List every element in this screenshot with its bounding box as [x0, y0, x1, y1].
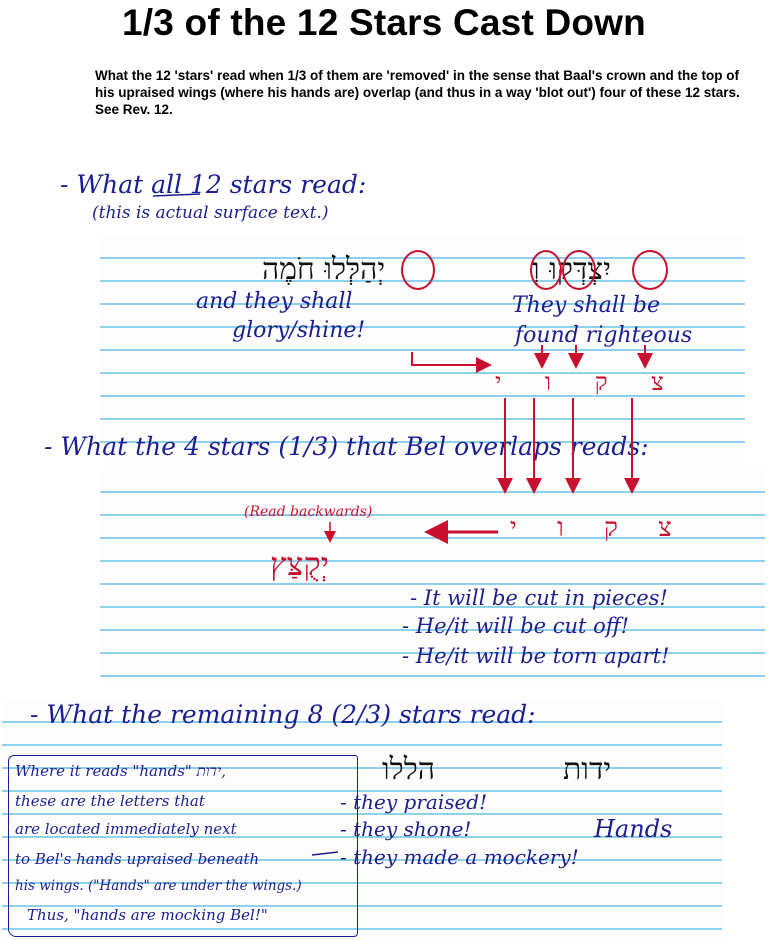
section3-heading: - What the remaining 8 (2/3) stars read: — [30, 700, 536, 729]
underline-all — [153, 194, 200, 196]
section2-read-backwards: (Read backwards) — [244, 504, 373, 520]
arrow-left-to-row — [412, 352, 488, 365]
section1-heading: - What all 12 stars read: — [60, 170, 367, 199]
section3-hebrew-left: הללו — [382, 752, 435, 787]
section3-hebrew-right: ידות — [563, 752, 612, 787]
section2-heading: - What the 4 stars (1/3) that Bel overlaps reads: — [44, 432, 649, 461]
section2-result-word: יְקֻצַּץ — [270, 545, 329, 583]
section2-meaning-2: - He/it will be cut off! — [402, 614, 630, 638]
section3-meaning-1: - they praised! — [340, 790, 488, 814]
section3-meaning-2: - they shone! — [340, 817, 472, 841]
box-note-line-1: Where it reads "hands" ידות, — [15, 762, 227, 780]
box-note-line-2: these are the letters that — [15, 792, 205, 810]
section1-translation-left-1: and they shall — [196, 289, 353, 314]
box-to-mockery-arrow — [312, 852, 338, 855]
page-subtitle: What the 12 'stars' read when 1/3 of them are 'removed' in the sense that Baal's crown and the top of his upraised wings (where his hands are) overlap (and thus in a way 'blot out') four of these 12 stars. See Rev. 12. — [95, 68, 740, 117]
section2-meaning-3: - He/it will be torn apart! — [402, 644, 670, 668]
section1-note: (this is actual surface text.) — [92, 203, 329, 223]
box-note-line-4: to Bel's hands upraised beneath — [15, 850, 260, 868]
section1-translation-right-1: They shall be — [512, 293, 661, 318]
section1-stars-row: צ ק ו י — [495, 368, 682, 396]
section1-translation-left-2: glory/shine! — [232, 318, 366, 343]
section3-meaning-3: - they made a mockery! — [340, 845, 579, 869]
page-title: 1/3 of the 12 Stars Cast Down — [122, 2, 646, 43]
section1-hebrew-right-text: יִצְדְּקוּ וְ — [532, 252, 611, 287]
section2-letters-row: צ ק ו י — [510, 513, 688, 543]
box-note-line-3: are located immediately next — [15, 820, 237, 838]
section2-meaning-1: - It will be cut in pieces! — [410, 586, 668, 610]
section1-translation-right-2: found righteous — [515, 323, 693, 348]
section3-hands-label: Hands — [594, 815, 673, 843]
box-note-line-5: his wings. ("Hands" are under the wings.) — [15, 878, 302, 894]
box-note-line-6: Thus, "hands are mocking Bel!" — [27, 906, 268, 924]
section1-hebrew-left-text: יְהַלְּלוּ חֹמֶה — [262, 252, 386, 287]
